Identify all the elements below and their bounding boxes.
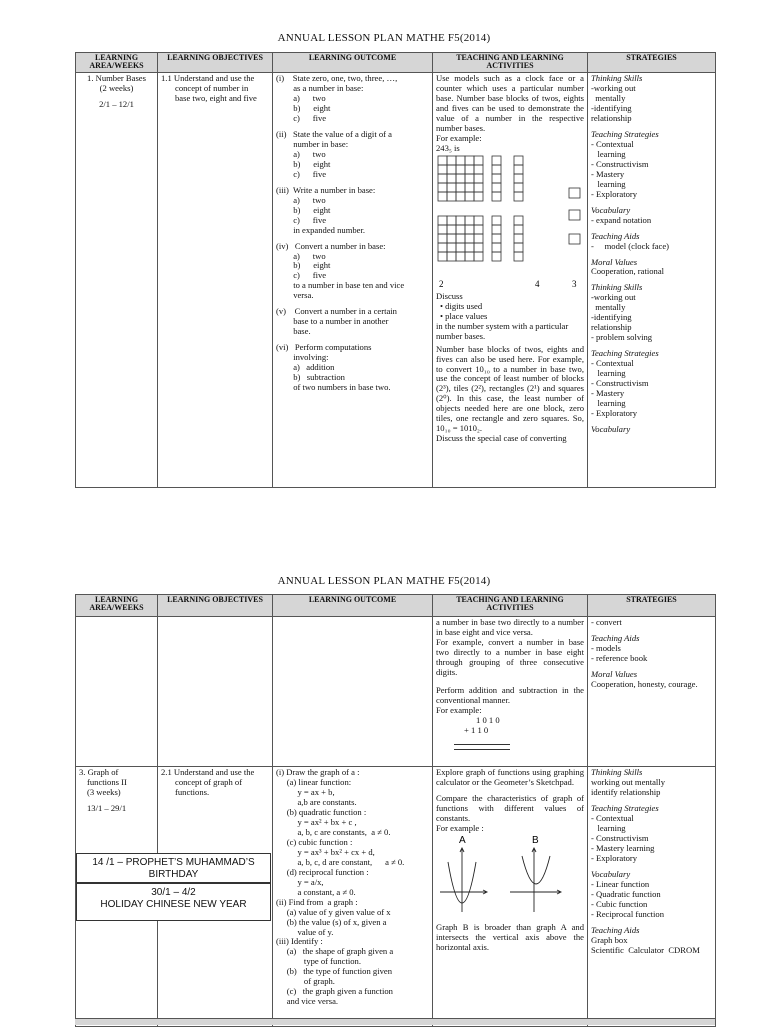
unit-square — [569, 188, 580, 198]
big-block-cell — [447, 183, 456, 192]
outcome-line: in expanded number. — [276, 225, 366, 235]
strip-cell — [492, 183, 501, 192]
big-block-cell — [438, 225, 447, 234]
strategy-item: -working out — [591, 293, 636, 303]
strategy-item: Cooperation, rational — [591, 267, 665, 277]
big-block-cell — [456, 243, 465, 252]
lesson-plan-table — [75, 594, 716, 1027]
outcome-line: (b) quadratic function : — [276, 807, 367, 817]
strategy-item: learning — [591, 823, 626, 833]
big-block-cell — [456, 234, 465, 243]
page-title: ANNUAL LESSON PLAN MATHE F5(2014) — [277, 575, 491, 587]
strip-cell — [492, 216, 501, 225]
sum-line: + 1 1 0 — [464, 725, 489, 735]
outcome-line: type of function. — [276, 957, 361, 967]
outcome-line: of graph. — [276, 977, 335, 987]
strategy-item: - Exploratory — [591, 853, 638, 863]
big-block-cell — [474, 165, 483, 174]
outcome-line: (vi) Perform computations — [276, 343, 372, 353]
column-header: LEARNING OBJECTIVES — [158, 595, 273, 617]
big-block-cell — [438, 252, 447, 261]
outcome-line: b) eight — [276, 261, 331, 271]
area-line: 3. Graph of — [79, 768, 119, 777]
big-block-cell — [456, 183, 465, 192]
strategy-item: - Linear function — [591, 879, 650, 889]
big-block-cell — [438, 216, 447, 225]
column-header: TEACHING AND LEARNING ACTIVITIES — [433, 595, 588, 617]
big-block-cell — [474, 174, 483, 183]
strategy-item: - Contextual — [591, 813, 634, 823]
big-block-cell — [465, 174, 474, 183]
activities-text: Explore graph of functions using graphing calculator or the Geometer’s Sketchpad. — [436, 767, 584, 787]
big-block-cell — [474, 156, 483, 165]
strip-cell — [514, 252, 523, 261]
outcome-line: y = ax² + bx + c , — [276, 817, 357, 827]
outcome-line: (a) linear function: — [276, 777, 352, 787]
big-block-cell — [447, 192, 456, 201]
activities-text: Graph B is broader than graph A and intersects the vertical axis above the horizontal axis. — [436, 921, 584, 952]
objective-line: 2.1 Understand and use the — [161, 768, 255, 777]
column-header: LEARNING OUTCOME — [273, 53, 433, 73]
strategy-item: - Quadratic function — [591, 889, 661, 899]
sum-rule — [454, 749, 510, 750]
objective-line: 1.1 Understand and use the — [161, 74, 255, 83]
outcome-line: (iii) Write a number in base: — [276, 185, 376, 195]
learning-outcome-cell — [273, 767, 433, 1027]
big-block-cell — [447, 225, 456, 234]
area-line: (3 weeks) — [87, 787, 121, 797]
strategy-heading: Vocabulary — [591, 869, 631, 879]
holiday-text: 14 /1 – PROPHET’S MUHAMMAD’S BIRTHDAY — [92, 857, 255, 880]
big-block-cell — [447, 234, 456, 243]
outcome-line: y = ax³ + bx² + cx + d, — [276, 847, 375, 857]
strategy-item: - expand notation — [591, 215, 652, 225]
sum-line: 1 0 1 0 — [476, 715, 500, 725]
outcome-line: base to a number in another — [276, 317, 389, 327]
unit-square — [569, 234, 580, 244]
strategy-heading: Thinking Skills — [591, 283, 643, 293]
objective-line: base two, eight and five — [175, 93, 257, 103]
area-line: 2/1 – 12/1 — [99, 99, 134, 109]
big-block-cell — [447, 252, 456, 261]
column-header: LEARNING OUTCOME — [273, 595, 433, 617]
strip-cell — [492, 156, 501, 165]
strip-cell — [492, 225, 501, 234]
activities-line: For example : — [436, 823, 484, 833]
strategy-heading: Teaching Strategies — [591, 129, 659, 139]
strategy-item: - Contextual — [591, 359, 634, 369]
unit-square — [569, 210, 580, 220]
strategy-item: - model (clock face) — [591, 241, 670, 251]
activities-cell — [433, 767, 588, 1027]
big-block-cell — [465, 216, 474, 225]
outcome-line: a) addition — [276, 363, 335, 373]
strategy-item: working out mentally — [591, 777, 665, 787]
strategy-item: - Cubic function — [591, 899, 648, 909]
big-block-cell — [447, 216, 456, 225]
big-block-cell — [474, 192, 483, 201]
outcome-line: (iii) Identify : — [276, 937, 323, 947]
big-block-cell — [438, 165, 447, 174]
strategy-item: - models — [591, 643, 621, 653]
strategy-heading: Moral Values — [591, 257, 638, 267]
graph-label: B — [532, 834, 539, 846]
block-label: 2 — [439, 278, 444, 289]
big-block-cell — [465, 165, 474, 174]
strip-cell — [514, 192, 523, 201]
strip-cell — [514, 165, 523, 174]
big-block-cell — [456, 192, 465, 201]
learning-outcome-cell — [273, 617, 433, 767]
big-block-cell — [474, 216, 483, 225]
strip-cell — [514, 216, 523, 225]
outcome-line: y = ax + b, — [276, 787, 335, 797]
outcome-line: versa. — [276, 291, 314, 301]
strategy-item: - Exploratory — [591, 409, 638, 419]
strip-cell — [514, 225, 523, 234]
strategy-item: learning — [591, 399, 626, 409]
strategy-heading: Teaching Aids — [591, 231, 640, 241]
graph-label: A — [459, 834, 466, 846]
strategy-item: - Mastery — [591, 169, 625, 179]
big-block-cell — [465, 156, 474, 165]
holiday-box — [76, 883, 271, 921]
big-block-cell — [474, 225, 483, 234]
activities-text: in the number system with a particular number bases. — [436, 320, 569, 341]
big-block-cell — [474, 252, 483, 261]
outcome-line: (d) reciprocal function : — [276, 867, 369, 877]
learning-outcome-cell — [273, 73, 433, 488]
strategies-list — [591, 74, 712, 435]
big-block-cell — [438, 243, 447, 252]
strategies-cell — [588, 617, 716, 767]
outcome-line: a, b, c are constants, a ≠ 0. — [276, 827, 391, 837]
outcome-line: y = a/x, — [276, 877, 324, 887]
holiday-text: HOLIDAY CHINESE NEW YEAR — [100, 899, 247, 910]
big-block-cell — [447, 156, 456, 165]
column-header: LEARNING AREA/WEEKS — [76, 595, 158, 617]
strip-cell — [514, 243, 523, 252]
big-block-cell — [456, 174, 465, 183]
outcome-line: (a) value of y given value of x — [276, 907, 391, 917]
strip-cell — [492, 243, 501, 252]
strategy-heading: Thinking Skills — [591, 74, 643, 83]
strategy-item: - Mastery — [591, 389, 625, 399]
outcome-line: b) eight — [276, 205, 331, 215]
activities-line: Discuss — [436, 291, 463, 301]
base-blocks-diagram — [436, 154, 584, 289]
strategy-item: learning — [591, 149, 626, 159]
activities-cell — [433, 73, 588, 488]
strip-cell — [514, 174, 523, 183]
graph-comparison-diagram — [436, 834, 584, 916]
strip-cell — [492, 252, 501, 261]
strip-cell — [492, 192, 501, 201]
objective-line: concept of graph of — [175, 777, 243, 787]
area-line: (2 weeks) — [99, 83, 134, 93]
big-block-cell — [465, 192, 474, 201]
outcome-list — [276, 768, 429, 1007]
activities-text: Perform addition and subtraction in the conventional manner. — [436, 684, 584, 705]
block-label: 3 — [572, 278, 577, 289]
strategy-heading: Moral Values — [591, 669, 638, 679]
strategy-heading: Teaching Strategies — [591, 349, 659, 359]
activities-line: • digits used — [440, 301, 483, 311]
strategy-item: - Mastery learning — [591, 843, 655, 853]
strategy-item: identify relationship — [591, 787, 661, 797]
strip-cell — [514, 183, 523, 192]
outcome-line: base. — [276, 327, 311, 337]
strategy-heading: Vocabulary — [591, 425, 631, 435]
big-block-cell — [465, 243, 474, 252]
outcome-line: as a number in base: — [276, 83, 364, 93]
big-block-cell — [474, 234, 483, 243]
outcome-line: a, b, c, d are constant, a ≠ 0. — [276, 857, 405, 867]
activities-line: • place values — [440, 311, 488, 321]
big-block-cell — [456, 225, 465, 234]
big-block-cell — [438, 183, 447, 192]
outcome-line: (i) Draw the graph of a : — [276, 768, 360, 777]
outcome-line: of two numbers in base two. — [276, 383, 391, 393]
lesson-plan-table — [75, 52, 716, 488]
strip-cell — [514, 156, 523, 165]
big-block-cell — [474, 243, 483, 252]
big-block-cell — [465, 225, 474, 234]
outcome-line: a) two — [276, 93, 326, 103]
outcome-line: b) eight — [276, 103, 331, 113]
activities-text: Use models such as a clock face or a counter which uses a particular number base. Number base blocks of twos, eights and fives can be used to demonstrate the value of a number in the respective number bases. — [436, 73, 584, 133]
outcome-line: b) eight — [276, 159, 331, 169]
big-block-cell — [465, 252, 474, 261]
outcome-line: and vice versa. — [276, 997, 339, 1007]
outcome-line: a) two — [276, 149, 326, 159]
activities-text: a number in base two directly to a number in base eight and vice versa. — [436, 617, 584, 637]
outcome-line: number in base: — [276, 139, 349, 149]
area-list — [79, 768, 154, 814]
strategy-heading: Teaching Strategies — [591, 803, 659, 813]
outcome-line: a constant, a ≠ 0. — [276, 887, 356, 897]
big-block-cell — [456, 252, 465, 261]
objective-line: functions. — [175, 787, 210, 797]
strategy-heading: Teaching Aids — [591, 925, 640, 935]
strategy-item: - Exploratory — [591, 189, 638, 199]
strip-cell — [492, 174, 501, 183]
outcome-line: (c) cubic function : — [276, 837, 353, 847]
big-block-cell — [456, 156, 465, 165]
strategy-heading: Thinking Skills — [591, 768, 643, 777]
strategies-list — [591, 768, 712, 955]
strategies-cell — [588, 73, 716, 488]
strategy-item: mentally — [591, 303, 626, 313]
big-block-cell — [447, 174, 456, 183]
strategy-item: learning — [591, 369, 626, 379]
learning-objectives-cell — [158, 617, 273, 767]
activities-line: 243₅ is — [436, 143, 460, 153]
area-line: 1. Number Bases — [87, 74, 146, 83]
activities-cell — [433, 617, 588, 767]
activities-line: For example: — [436, 705, 482, 715]
strategy-item: relationship — [591, 323, 632, 333]
strategy-item: relationship — [591, 113, 632, 123]
outcome-line: (c) the graph given a function — [276, 987, 393, 997]
big-block-cell — [438, 192, 447, 201]
strategy-heading: Teaching Aids — [591, 633, 640, 643]
outcome-line: (a) the shape of graph given a — [276, 947, 394, 957]
strategy-item: - Reciprocal function — [591, 909, 665, 919]
strategy-item: -identifying — [591, 103, 632, 113]
big-block-cell — [438, 174, 447, 183]
strip-cell — [514, 234, 523, 243]
strategy-item: - reference book — [591, 653, 648, 663]
outcome-line: (ii) Find from a graph : — [276, 897, 358, 907]
outcome-list — [276, 74, 429, 393]
outcome-line: a) two — [276, 195, 326, 205]
holiday-date: 30/1 – 4/2 — [151, 887, 196, 898]
holiday-box — [76, 853, 271, 883]
strategy-item: - Contextual — [591, 139, 634, 149]
block-label: 4 — [535, 278, 540, 289]
column-header: LEARNING AREA/WEEKS — [76, 53, 158, 73]
learning-objectives-cell — [158, 73, 273, 488]
big-block-cell — [456, 165, 465, 174]
strategy-heading: Vocabulary — [591, 205, 631, 215]
outcome-line: (i) State zero, one, two, three, …, — [276, 74, 398, 83]
outcome-line: c) five — [276, 169, 327, 179]
area-line: 13/1 – 29/1 — [87, 803, 127, 813]
column-header: LEARNING OBJECTIVES — [158, 53, 273, 73]
sum-rule — [454, 744, 510, 745]
outcome-line: (b) the type of function given — [276, 967, 392, 977]
strategy-item: - problem solving — [591, 333, 653, 343]
strategy-item: - Constructivism — [591, 379, 649, 389]
activities-text: Compare the characteristics of graph of functions with different values of constants. — [436, 792, 584, 823]
page-title: ANNUAL LESSON PLAN MATHE F5(2014) — [277, 32, 491, 44]
outcome-line: a,b are constants. — [276, 797, 357, 807]
big-block-cell — [447, 243, 456, 252]
strip-cell — [492, 234, 501, 243]
column-header: STRATEGIES — [588, 53, 716, 73]
outcome-line: to a number in base ten and vice — [276, 281, 405, 291]
strategy-item: - Constructivism — [591, 159, 649, 169]
learning-area-cell — [76, 617, 158, 767]
outcome-line: (iv) Convert a number in base: — [276, 241, 386, 251]
outcome-line: involving: — [276, 353, 329, 363]
big-block-cell — [447, 165, 456, 174]
outcome-line: value of y. — [276, 927, 334, 937]
activities-text: Number base blocks of twos, eights and fives can also be used here. For example, to convert 10₁₀ to a number in base two, use the concept of least number of blocks (2³), tiles (2²), rectangles (2¹) and squares (2⁰). In this case, the least number of objects needed here are one block, zero tiles, one rectangle and zero squares. So, 10₁₀ = 1010₂. — [436, 343, 584, 434]
strategy-item: -working out — [591, 83, 636, 93]
column-header: STRATEGIES — [588, 595, 716, 617]
strategy-item: - convert — [591, 618, 622, 627]
strategy-item: -identifying — [591, 313, 632, 323]
strategy-item: Graph box — [591, 935, 628, 945]
outcome-line: (b) the value (s) of x, given a — [276, 917, 387, 927]
outcome-line: (ii) State the value of a digit of a — [276, 129, 392, 139]
outcome-line: c) five — [276, 271, 327, 281]
activities-line: Discuss the special case of converting — [436, 434, 567, 444]
big-block-cell — [474, 183, 483, 192]
activities-line: For example: — [436, 133, 482, 143]
strategies-list — [591, 618, 712, 690]
outcome-line: (v) Convert a number in a certain — [276, 307, 397, 317]
strategy-item: - Constructivism — [591, 833, 649, 843]
objective-line: concept of number in — [175, 83, 249, 93]
learning-area-cell — [76, 73, 158, 488]
area-line: functions II — [87, 777, 127, 787]
column-header: TEACHING AND LEARNING ACTIVITIES — [433, 53, 588, 73]
strategy-item: Scientific Calculator CDROM — [591, 945, 700, 955]
outcome-line: b) subtraction — [276, 373, 345, 383]
strategy-item: Cooperation, honesty, courage. — [591, 679, 698, 689]
outcome-line: c) five — [276, 215, 327, 225]
big-block-cell — [465, 183, 474, 192]
big-block-cell — [438, 234, 447, 243]
big-block-cell — [438, 156, 447, 165]
strategy-item: learning — [591, 179, 626, 189]
activities-text: For example, convert a number in base two directly to a number in base eight through grouping of three consecutive digits. — [436, 636, 584, 677]
big-block-cell — [456, 216, 465, 225]
big-block-cell — [465, 234, 474, 243]
outcome-line: a) two — [276, 251, 326, 261]
strip-cell — [492, 165, 501, 174]
strategies-cell — [588, 767, 716, 1027]
strategy-item: mentally — [591, 93, 626, 103]
outcome-line: c) five — [276, 113, 327, 123]
parabola-b — [522, 856, 550, 884]
